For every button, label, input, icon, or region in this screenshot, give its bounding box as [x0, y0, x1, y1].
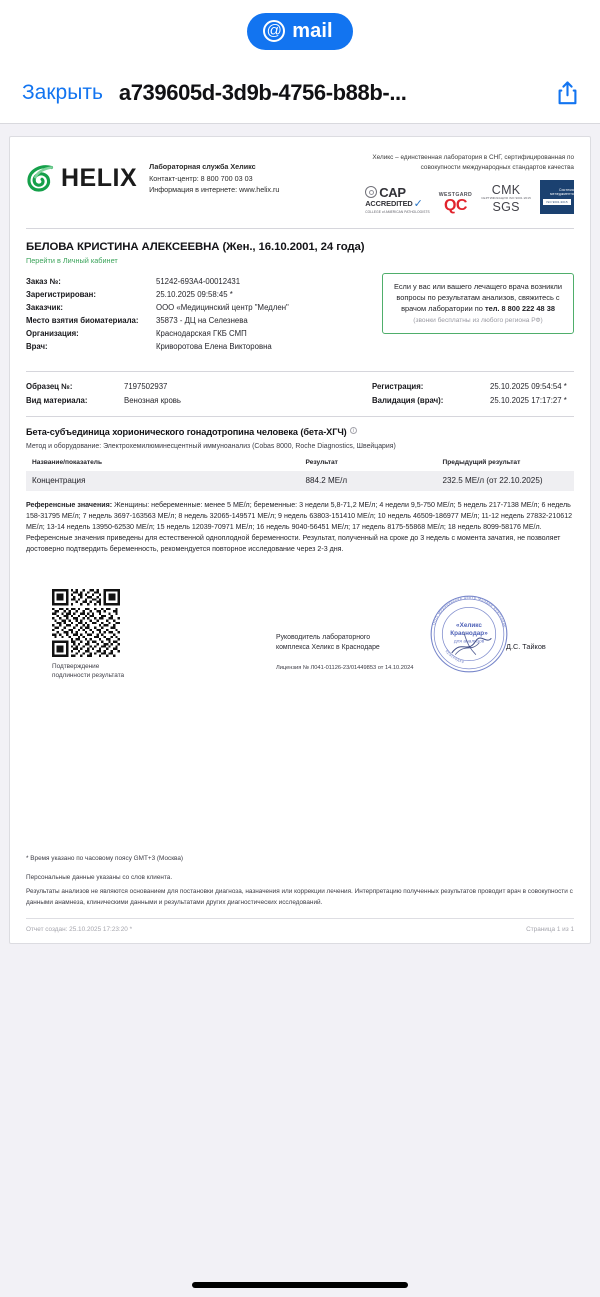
meta-value: 35873 - ДЦ на Селезнева [156, 316, 248, 326]
helix-wordmark: HELIX [61, 163, 138, 192]
results-header-row [26, 459, 574, 471]
sample-label: Валидация (врач): [372, 395, 444, 405]
sgs-system-badge [540, 180, 574, 214]
svg-text:для анализов: для анализов [453, 639, 485, 645]
qr-caption-line2: подлинности результата [52, 671, 125, 679]
sample-label: Регистрация: [372, 382, 424, 392]
analyte-block [26, 416, 574, 555]
qr-block [52, 589, 124, 681]
app-pill-label: mail [292, 19, 333, 42]
helix-spiral-icon [26, 163, 56, 193]
col-header-previous: Предыдущий результат [442, 458, 521, 466]
col-header-name: Название/показатель [32, 458, 103, 466]
table-row [26, 471, 574, 491]
meta-label: Заказчик: [26, 303, 63, 313]
svg-text:«Хеликс: «Хеликс [456, 621, 482, 629]
sample-row-validation [372, 394, 567, 407]
order-meta-table [26, 275, 289, 354]
personal-account-link[interactable]: Перейти в Личный кабинет [26, 255, 118, 265]
home-indicator[interactable] [192, 1282, 408, 1288]
certification-claim: Хеликс – единственная лаборатория в СНГ, сертифицированная по совокупности международных стандартов качества [372, 154, 574, 171]
sample-label: Образец №: [26, 382, 73, 392]
signer-name: Д.С. Тайков [506, 641, 546, 651]
sample-left-column [26, 380, 372, 406]
contact-doctor-callout [382, 273, 574, 334]
meta-row-registered [26, 288, 289, 301]
reference-text: Женщины: небеременные: менее 5 МЕ/л; беременные: 3 недели 5,8-71,2 МЕ/л; 4 недели 9,5-750 МЕ/л; 5 недель 217-7138 МЕ/л; 6 недель 158-31795 МЕ/л; 7 недель 3697-163563 МЕ/л; 8 недель 32065-149571 МЕ/л; 9 недель 63803-151410 МЕ/л; 10 недель 46509-186977 МЕ/л; 11-12 недель 27832-210612 МЕ/л; 13-14 недель 13950-62530 МЕ/л; 15 недель 12039-70971 МЕ/л; 16 недель 9040-56451 МЕ/л; 17 недель 8175-55868 МЕ/л; 18 недель 8099-58176 МЕ/л. Референсные значения приведены для естественной одноплодной беременности. Результат, полученный на сроке до 3 недель с момента зачатия, не позволяет достоверно подтвердить беременность, рекомендуется повторное исследование через 2-3 дня. [26, 500, 573, 553]
analyte-title-row [26, 427, 574, 437]
check-icon: ✓ [413, 197, 423, 210]
svg-text:Краснодар»: Краснодар» [450, 629, 488, 637]
patient-block [26, 229, 574, 358]
meta-row-customer [26, 301, 289, 314]
meta-value: 25.10.2025 09:58:45 * [156, 289, 233, 299]
cap-subtitle: ACCREDITED [365, 199, 413, 209]
sample-right-column [372, 380, 567, 406]
sample-value: 25.10.2025 17:17:27 * [490, 395, 567, 405]
meta-label: Заказ №: [26, 276, 61, 286]
report-created: Отчет создан: 25.10.2025 17:23:20 * [26, 926, 133, 933]
order-meta-wrap [26, 275, 574, 354]
lab-website: Информация в интернете: www.helix.ru [149, 185, 280, 195]
meta-row-order-number [26, 275, 289, 288]
westgard-label: WESTGARD [438, 191, 473, 198]
letterhead-left [26, 151, 279, 196]
page-title: a739605d-3d9b-4756-b88b-... [118, 79, 407, 105]
share-button[interactable] [552, 77, 582, 109]
meta-value: ООО «Медицинский центр "Медлен" [156, 303, 289, 313]
qr-caption-line1: Подтверждение [52, 662, 100, 670]
license-number: Лицензия № Л041-01126-23/01449853 от 14.10.2024 [276, 664, 414, 671]
sgs-label: SGS [492, 199, 520, 214]
sample-row-number [26, 380, 372, 393]
timezone-note: * Время указано по часовому поясу GMT+3 (Москва) [26, 855, 184, 863]
page-counter: Страница 1 из 1 [526, 926, 574, 933]
method-value: Электрохемилюминесцентный иммуноанализ (Cobas 8000, Roche Diagnostics, Швейцария) [103, 442, 396, 450]
cmk-sgs-badge [481, 184, 531, 213]
meta-label: Место взятия биоматериала: [26, 316, 139, 326]
lab-service-name: Лабораторная служба Хеликс [149, 162, 256, 171]
qr-code-icon[interactable] [52, 589, 120, 657]
share-upload-icon [558, 81, 577, 105]
cell-previous-value: 232.5 МЕ/л (от 22.10.2025) [442, 471, 574, 491]
at-sign-icon: @ [263, 20, 285, 42]
navigation-bar [0, 62, 600, 124]
qr-caption [52, 662, 124, 681]
interpretation-disclaimer: Результаты анализов не являются основанием для постановки диагноза, назначения или коррекции лечения. Интерпретацию полученных результатов проводит врач в совокупности с данными анамнеза, клиническими данными и результатами других диагностических исследований. [26, 888, 573, 906]
sgs-system-line2: ISO 9001:2015 [543, 199, 570, 205]
round-stamp-icon [426, 591, 512, 677]
sample-block [26, 372, 574, 415]
cap-footnote: COLLEGE of AMERICAN PATHOLOGISTS [365, 209, 430, 214]
letterhead [26, 151, 574, 228]
cell-result-value: 884.2 МЕ/л [305, 471, 442, 491]
col-header-result: Результат [305, 458, 338, 466]
meta-row-organization [26, 327, 289, 340]
svg-text:ООО Медицинский центр Мелден К: ООО Медицинский центр Мелден Краснодар [431, 595, 507, 628]
cap-seal-icon [365, 186, 377, 198]
personal-data-note: Персональные данные указаны со слов клиента. [26, 874, 173, 882]
method-label: Метод и оборудование: [26, 442, 102, 450]
callout-text: Если у вас или вашего лечащего врача возникли вопросы по результатам анализов, свяжитесь с врачом лаборатории по [394, 281, 562, 314]
sample-label: Вид материала: [26, 395, 88, 405]
westgard-qc-badge [439, 193, 472, 214]
callout-phone[interactable]: тел. 8 800 222 48 38 [484, 304, 555, 314]
lab-contact-center: Контакт-центр: 8 800 700 03 03 [149, 173, 253, 183]
app-brand-bar [0, 0, 600, 62]
analyte-title: Бета-субъединица хорионического гонадотропина человека (бета-ХГЧ) [26, 426, 347, 437]
meta-label: Врач: [26, 342, 48, 352]
lab-report-sheet [9, 136, 591, 944]
signature-area [26, 589, 574, 707]
signer-role [276, 633, 380, 654]
cap-accredited-badge [365, 186, 430, 214]
cmk-label: CMK [491, 183, 521, 198]
certification-badges [356, 180, 574, 214]
meta-value: Краснодарская ГКБ СМП [156, 329, 247, 339]
sample-row-registration [372, 380, 567, 393]
meta-label: Зарегистрирован: [26, 289, 96, 299]
helix-logo [26, 163, 137, 193]
cell-analyte-name: Концентрация [26, 471, 305, 491]
info-circle-icon[interactable]: i [350, 427, 357, 434]
callout-note: (звонки бесплатны из любого региона РФ) [413, 317, 543, 325]
qc-label: QC [443, 196, 467, 214]
sample-value: 7197502937 [124, 382, 168, 392]
document-footer [26, 855, 574, 943]
meta-value: Криворотова Елена Викторовна [156, 342, 272, 352]
signer-role-line2: комплекса Хеликс в Краснодаре [276, 643, 380, 651]
sample-value: Венозная кровь [124, 395, 181, 405]
sample-row-material [26, 394, 372, 407]
footer-bottom-row [26, 919, 574, 933]
mail-app-pill[interactable] [247, 13, 352, 50]
meta-value: 51242-693A4-00012431 [156, 276, 241, 286]
analyte-method [26, 443, 574, 450]
close-button[interactable]: Закрыть [22, 80, 103, 104]
cap-word: CAP [379, 184, 406, 200]
lab-contacts [149, 161, 279, 196]
meta-row-doctor [26, 340, 289, 353]
patient-name: БЕЛОВА КРИСТИНА АЛЕКСЕЕВНА (Жен., 16.10.2001, 24 года) [26, 240, 365, 253]
signer-role-line1: Руководитель лабораторного [276, 633, 371, 641]
svg-text:Краснодар: Краснодар [444, 648, 465, 664]
sgs-system-line1: Система менеджмента [550, 188, 574, 197]
meta-row-collection-site [26, 314, 289, 327]
document-scroll-area[interactable] [0, 124, 600, 944]
meta-label: Организация: [26, 329, 79, 339]
results-table [26, 459, 574, 491]
letterhead-right [356, 151, 574, 214]
cmk-standard: СЕРТИФИКАЦИЯ ISO 9001:2015 [481, 196, 531, 201]
sample-value: 25.10.2025 09:54:54 * [490, 382, 567, 392]
reference-values [26, 500, 574, 555]
reference-label: Референсные значения: [26, 500, 113, 509]
